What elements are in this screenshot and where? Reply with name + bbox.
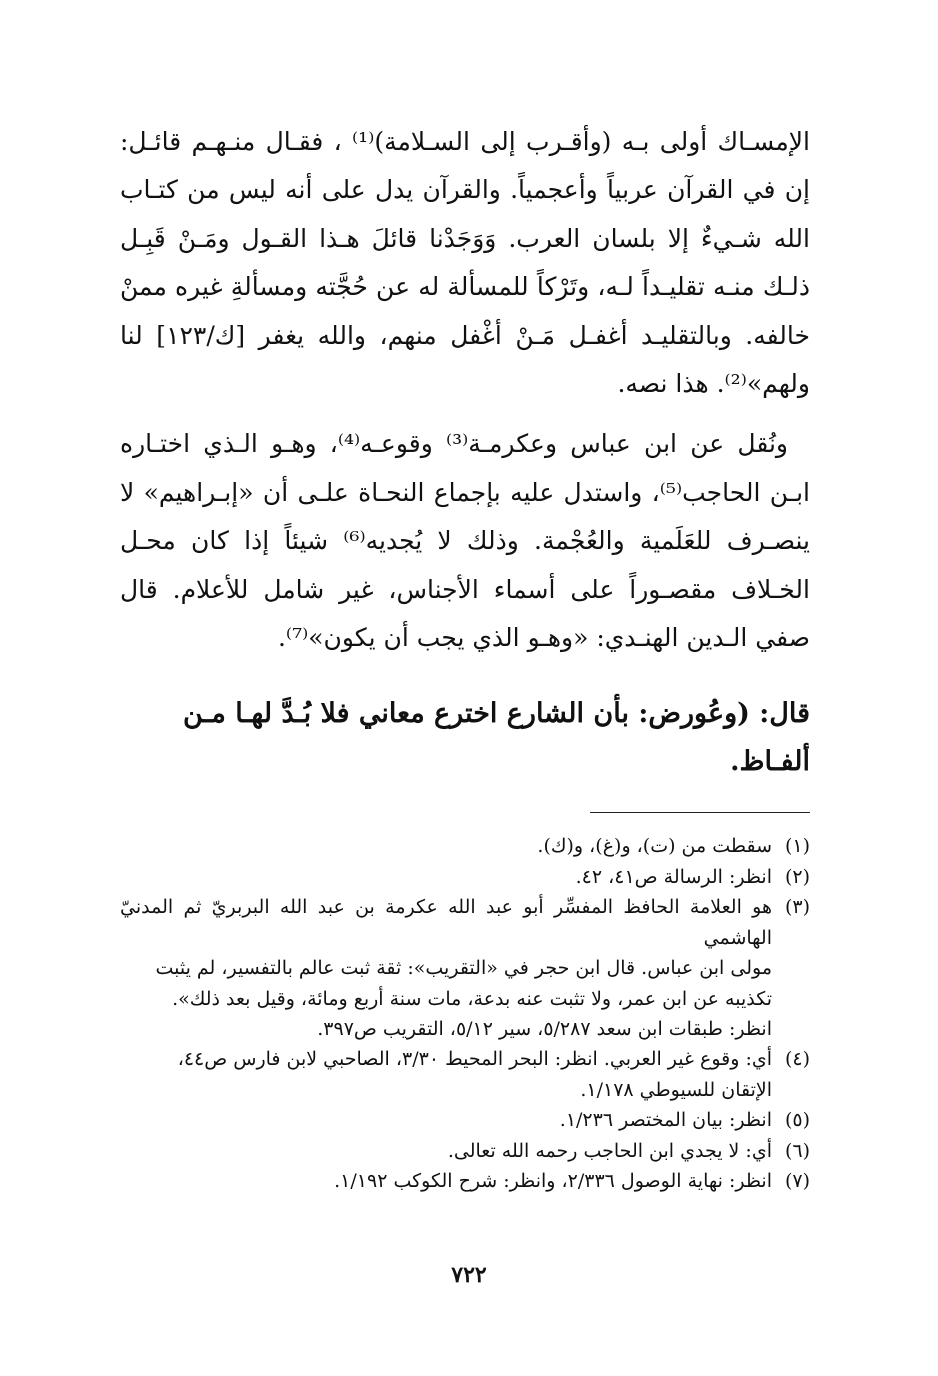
footnote-1 — [120, 831, 810, 861]
section-heading: قال: (وعُورض: بأن الشارع اخترع معاني فلا بُـدَّ لهـا مـن ألفـاظ. — [182, 698, 810, 778]
footnote-line: انظر: الرسالة ص٤١، ٤٢. — [575, 865, 772, 888]
footnote-divider — [590, 812, 810, 813]
footnote-number: (٤) — [784, 1048, 810, 1071]
footnote-line: سقطت من (ت)، و(غ)، و(ك). — [537, 835, 772, 858]
text-line: الحاجب⁽⁵⁾، واستدل عليه بإجماع النحـاة علـى أن «إبـراهيم» لا ينصـرف — [120, 477, 810, 556]
footnote-line: انظر: بيان المختصر ١/٢٣٦. — [559, 1109, 772, 1132]
page-number: ٧٢٢ — [451, 1262, 487, 1288]
footnote-7 — [120, 1166, 810, 1196]
footnote-text — [120, 1136, 772, 1166]
footnotes — [120, 831, 810, 1196]
footnote-2 — [120, 862, 810, 892]
text-line: الذي يجب أن يكون»⁽⁷⁾. — [277, 623, 520, 653]
text-line: على أسماء الأجناس، غير شامل للأعلام. قال صفي الـدين الهنـدي: «وهـو — [120, 574, 810, 653]
footnote-line: انظر: نهاية الوصول ٢/٣٣٦، وانظر: شرح الكوكب ١/١٩٢. — [334, 1169, 772, 1192]
footnote-text — [120, 1105, 772, 1135]
footnote-line: مولى ابن عباس. قال ابن حجر في «التقريب»: ثقة ثبت عالم بالتفسير، لم يثبت — [155, 957, 772, 980]
footnote-text — [120, 1044, 772, 1105]
main-text — [120, 118, 810, 786]
footnote-text — [120, 862, 772, 892]
text-line: ونُقل عن ابن عباس وعكرمـة⁽³⁾ وقوعـه⁽⁴⁾، وهـو الـذي اختـاره ابـن — [120, 429, 810, 507]
footnote-3 — [120, 892, 810, 1044]
text-line: وتَرْكاً للمسألة له عن حُجَّته ومسألةِ غيره ممنْ خالفه. وبالتقليـد أغفـل مَـنْ — [120, 272, 810, 350]
footnote-line: انظر: طبقات ابن سعد ٥/٢٨٧، سير ٥/١٢، التقريب ص٣٩٧. — [317, 1017, 772, 1040]
footnote-number: (١) — [784, 835, 810, 858]
paragraph-2 — [120, 420, 810, 662]
footnote-number: (٢) — [784, 865, 810, 888]
text-line: بلسان العرب. وَوَجَدْنا قائلَ هـذا القـول ومَـنْ قَبِـل ذلـك منـه تقليـداً لـه، — [120, 223, 810, 302]
footnote-line: تكذيبه عن ابن عمر، ولا تثبت عنه بدعة، مات سنة أربع ومائة، وقيل بعد ذلك». — [172, 987, 772, 1010]
footnote-6 — [120, 1136, 810, 1166]
footnote-number: (٣) — [784, 896, 810, 919]
footnote-number: (٦) — [784, 1139, 810, 1162]
text-line: أغْفل منهم، والله يغفر [ك/١٢٣] لنا ولهم»⁽²⁾. هذا نصه. — [120, 320, 810, 399]
footnote-text — [120, 892, 772, 1044]
footnote-line: الإتقان للسيوطي ١/١٧٨. — [580, 1078, 772, 1101]
text-line: الإمسـاك أولى بـه (وأقـرب إلى السـلامة)⁽¹⁾ ، فقـال منـهـم قائـل: إن في — [120, 127, 811, 205]
footnote-line: أي: وقوع غير العربي. انظر: البحر المحيط ٣/٣٠، الصاحبي لابن فارس ص٤٤، — [177, 1048, 772, 1071]
footnote-line: أي: لا يجدي ابن الحاجب رحمه الله تعالى. — [447, 1139, 772, 1162]
footnote-4 — [120, 1044, 810, 1105]
footnote-5 — [120, 1105, 810, 1135]
text-line: للعَلَمية والعُجْمة. وذلك لا يُجديه⁽⁶⁾ شيئاً إذا كان محـل الخـلاف مقصـوراً — [120, 526, 810, 604]
footnote-number: (٥) — [784, 1109, 810, 1132]
paragraph-1 — [120, 118, 810, 408]
text-line: القرآن عربياً وأعجمياً. والقرآن يدل على أنه ليس من كتـاب الله شـيءٌ إلا — [120, 175, 810, 253]
footnote-number: (٧) — [784, 1169, 810, 1192]
footnote-line: هو العلامة الحافظ المفسِّر أبو عبد الله عكرمة بن عبد الله البربريّ ثم المدنيّ الهاشمي — [120, 896, 772, 949]
footnote-text — [120, 831, 772, 861]
footnote-text — [120, 1166, 772, 1196]
